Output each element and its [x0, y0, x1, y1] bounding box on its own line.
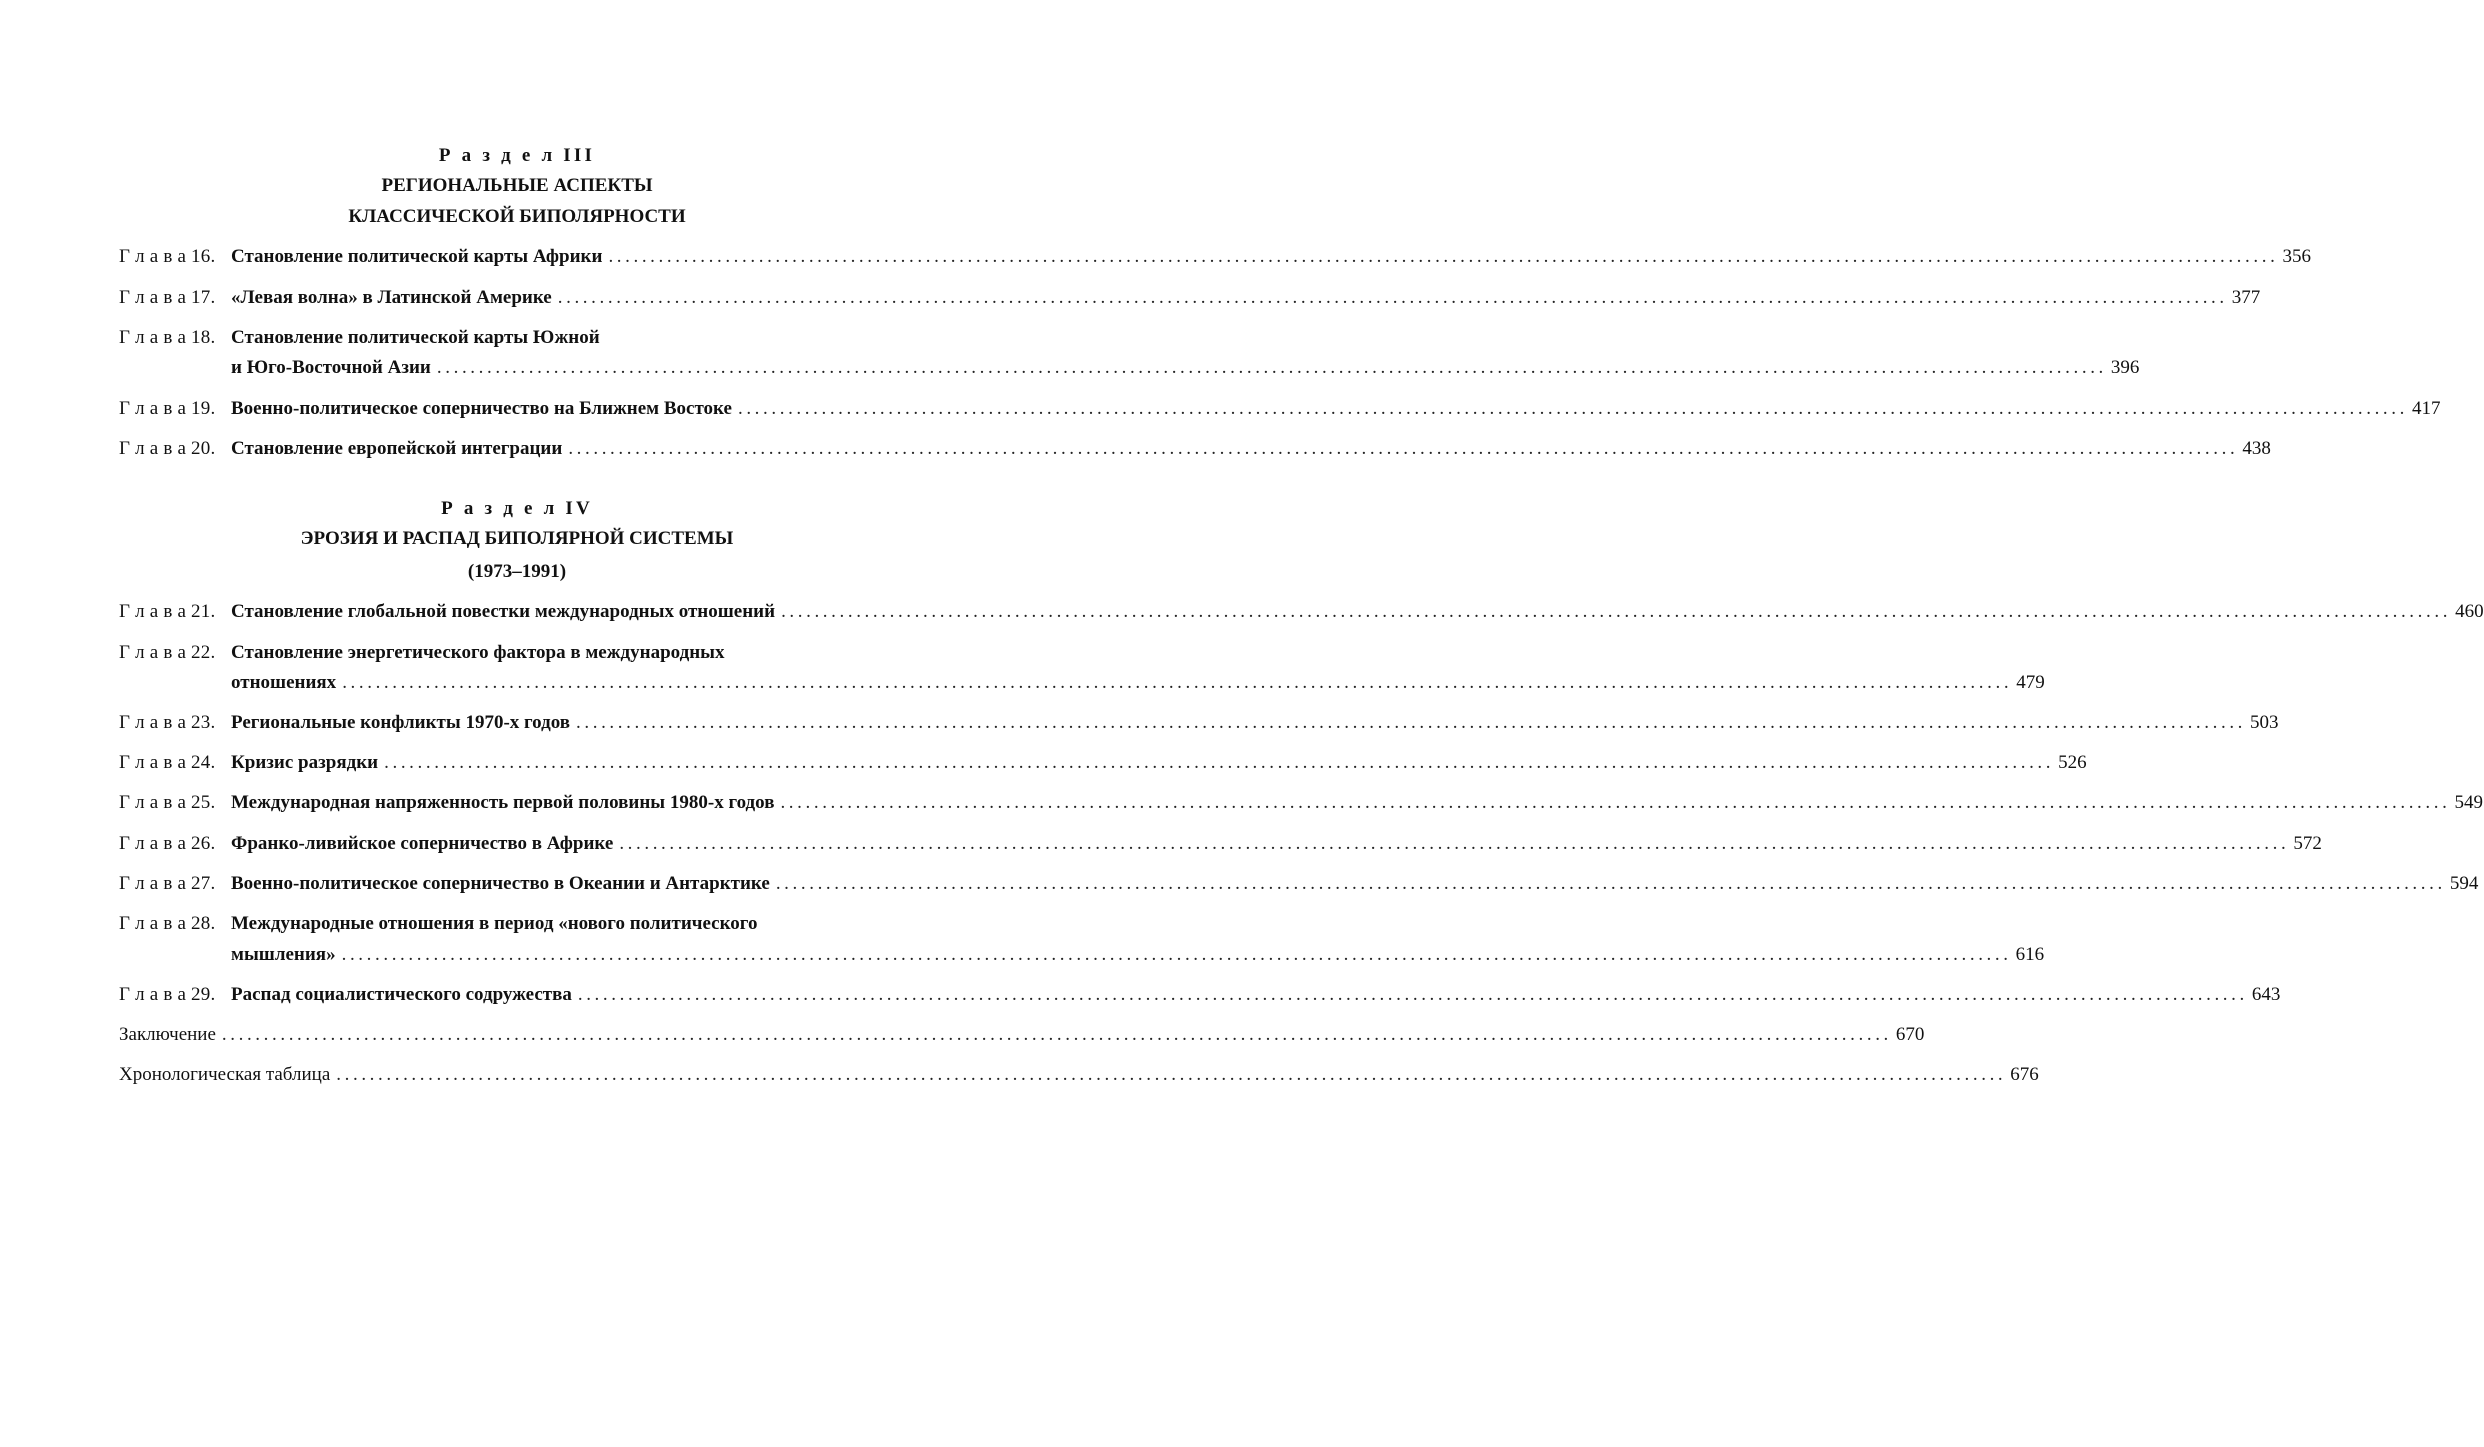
page-number: 616	[2015, 944, 2045, 965]
dot-leader: ........................................................................................................................................................................................................	[577, 984, 2248, 1005]
chapter-title: Становление политической карты Африки	[231, 246, 603, 267]
page-number: 526	[2058, 752, 2087, 773]
section-4-title-line-1: ЭРОЗИЯ И РАСПАД БИПОЛЯРНОЙ СИСТЕМЫ	[300, 528, 734, 549]
dot-leader: ........................................................................................................................................................................................................	[336, 1064, 2007, 1085]
chapter-label: Г л а в а 27.	[119, 873, 216, 894]
dot-leader: ........................................................................................................................................................................................................	[342, 672, 2013, 693]
entry-title: Хронологическая таблица	[119, 1064, 331, 1085]
chapter-label: Г л а в а 25.	[119, 792, 216, 813]
chapter-label: Г л а в а 20.	[119, 438, 216, 459]
dot-leader: ........................................................................................................................................................................................................	[737, 398, 2408, 419]
chapter-title-continued: отношениях	[231, 672, 337, 693]
dot-leader: ........................................................................................................................................................................................................	[384, 752, 2055, 773]
dot-leader: ........................................................................................................................................................................................................	[436, 357, 2107, 378]
chapter-label: Г л а в а 29.	[119, 984, 216, 1005]
page-number: 356	[2282, 246, 2311, 267]
chapter-title: Кризис разрядки	[231, 752, 379, 773]
chapter-label: Г л а в а 21.	[119, 601, 216, 622]
chapter-title-continued: мышления»	[231, 944, 336, 965]
chapter-title: Становление глобальной повестки международных отношений	[231, 601, 776, 622]
chapter-label: Г л а в а 28.	[119, 913, 216, 934]
page-number: 594	[2449, 873, 2479, 894]
page-number: 438	[2242, 438, 2271, 459]
dot-leader: ........................................................................................................................................................................................................	[576, 712, 2247, 733]
dot-leader: ........................................................................................................................................................................................................	[568, 438, 2239, 459]
chapter-title: Франко-ливийское соперничество в Африке	[231, 833, 614, 854]
section-3-title-line-2: КЛАССИЧЕСКОЙ БИПОЛЯРНОСТИ	[348, 206, 686, 227]
chapter-label: Г л а в а 26.	[119, 833, 216, 854]
chapter-title: Военно-политическое соперничество в Океании и Антарктике	[231, 873, 770, 894]
entry-title: Заключение	[119, 1024, 216, 1045]
chapter-label: Г л а в а 16.	[119, 246, 216, 267]
chapter-label: Г л а в а 17.	[119, 287, 216, 308]
chapter-label: Г л а в а 18.	[119, 327, 216, 348]
chapter-title: Международные отношения в период «нового политического	[231, 913, 758, 934]
chapter-title-continued: и Юго-Восточной Азии	[231, 357, 431, 378]
chapter-title: Становление политической карты Южной	[231, 327, 600, 348]
page-number: 479	[2016, 672, 2045, 693]
page-number: 670	[1895, 1024, 1925, 1045]
chapter-label: Г л а в а 19.	[119, 398, 216, 419]
dot-leader: ........................................................................................................................................................................................................	[780, 792, 2451, 813]
page-number: 417	[2411, 398, 2441, 419]
dot-leader: ........................................................................................................................................................................................................	[221, 1024, 1892, 1045]
chapter-title: Военно-политическое соперничество на Ближнем Востоке	[231, 398, 732, 419]
section-4-label: Р а з д е л IV	[441, 498, 593, 519]
dot-leader: ........................................................................................................................................................................................................	[341, 944, 2012, 965]
page-number: 503	[2250, 712, 2279, 733]
dot-leader: ........................................................................................................................................................................................................	[608, 246, 2279, 267]
dot-leader: ........................................................................................................................................................................................................	[619, 833, 2290, 854]
chapter-label: Г л а в а 24.	[119, 752, 216, 773]
chapter-title: Становление энергетического фактора в международных	[231, 642, 725, 663]
section-4-title-line-2: (1973–1991)	[467, 561, 567, 582]
chapter-title: Распад социалистического содружества	[231, 984, 572, 1005]
chapter-label: Г л а в а 23.	[119, 712, 216, 733]
dot-leader: ........................................................................................................................................................................................................	[557, 287, 2228, 308]
page-number: 549	[2454, 792, 2483, 813]
page-number: 572	[2293, 833, 2322, 854]
page-number: 460	[2455, 601, 2484, 622]
page-number: 377	[2231, 287, 2261, 308]
page-number: 643	[2251, 984, 2281, 1005]
page-number: 676	[2010, 1064, 2039, 1085]
page-number: 396	[2110, 357, 2140, 378]
chapter-title: Региональные конфликты 1970-х годов	[231, 712, 571, 733]
section-3-label: Р а з д е л III	[438, 145, 596, 166]
section-3-title-line-1: РЕГИОНАЛЬНЫЕ АСПЕКТЫ	[381, 175, 653, 196]
chapter-label: Г л а в а 22.	[119, 642, 216, 663]
chapter-title: Международная напряженность первой половины 1980-х годов	[231, 792, 775, 813]
dot-leader: ........................................................................................................................................................................................................	[781, 601, 2452, 622]
chapter-title: Становление европейской интеграции	[231, 438, 563, 459]
chapter-title: «Левая волна» в Латинской Америке	[231, 287, 552, 308]
dot-leader: ........................................................................................................................................................................................................	[775, 873, 2446, 894]
